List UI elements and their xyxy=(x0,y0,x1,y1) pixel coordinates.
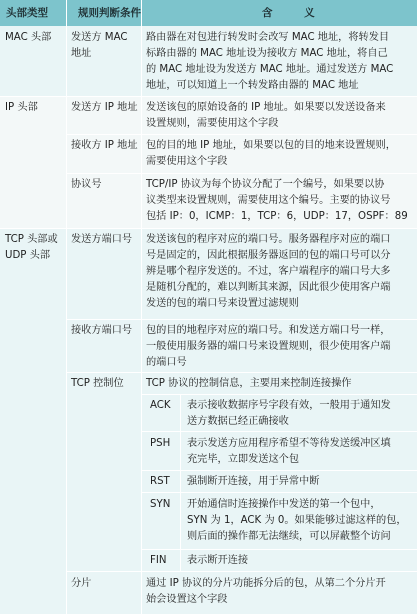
flag-fin-desc: 表示断开连接 xyxy=(187,555,249,566)
header-col-condition: 规则判断条件 xyxy=(78,7,141,19)
ip-src-desc: 设置规则，需要使用这个字段 xyxy=(146,118,279,129)
flag-syn: SYN xyxy=(150,499,171,510)
row-divider xyxy=(0,96,417,97)
flag-syn-desc: 开始通信时连接操作中发送的第一个包中， xyxy=(187,499,381,510)
row-divider xyxy=(66,319,417,320)
flag-psh: PSH xyxy=(150,438,171,449)
row-divider xyxy=(141,394,417,395)
ip-dst-desc: 需要使用这个字段 xyxy=(146,156,228,167)
src-port-field: 发送方端口号 xyxy=(71,234,133,245)
row-divider xyxy=(141,549,417,550)
ip-proto-field: 协议号 xyxy=(71,179,102,190)
column-divider xyxy=(180,394,181,571)
row-divider xyxy=(66,173,417,174)
column-divider xyxy=(141,0,142,614)
tcp-control-intro: TCP 协议的控制信息，主要用来控制连接操作 xyxy=(146,378,352,389)
src-port-desc: 号是固定的，因此根据服务器返回的包的端口号可以分 xyxy=(146,250,391,261)
header-col-type: 头部类型 xyxy=(6,7,48,19)
mac-field-label: 发送方 MAC xyxy=(71,32,128,43)
row-divider xyxy=(141,492,417,493)
flag-rst: RST xyxy=(150,476,170,487)
mac-type-label: MAC 头部 xyxy=(5,32,52,43)
row-divider xyxy=(66,372,417,373)
fragment-field: 分片 xyxy=(71,578,92,589)
src-port-desc: 辨是哪个程序发送的。不过，客户端程序的端口号大多 xyxy=(146,266,391,277)
mac-desc-line: 路由器在对包进行转发时会改写 MAC 地址，将转发目 xyxy=(146,32,390,43)
flag-syn-desc: SYN 为 1，ACK 为 0。如果能够过滤这样的包， xyxy=(187,515,407,526)
ip-proto-desc: TCP/IP 协议为每个协议分配了一个编号，如果要以协 xyxy=(146,179,385,190)
row-divider xyxy=(0,228,417,229)
ip-proto-desc: 议类型来设置规则，需要使用这个编号。主要的协议号 xyxy=(146,195,391,206)
row-divider xyxy=(141,470,417,471)
ip-src-field: 发送方 IP 地址 xyxy=(71,102,138,113)
mac-desc-line: 的 MAC 地址设为发送方 MAC 地址。通过发送方 MAC xyxy=(146,64,394,75)
fragment-desc: 始会设置这个字段 xyxy=(146,594,228,605)
column-divider xyxy=(66,0,67,614)
tcp-type-label: UDP 头部 xyxy=(5,250,51,261)
tcp-control-field: TCP 控制位 xyxy=(71,378,124,389)
flag-ack: ACK xyxy=(150,400,171,411)
ip-dst-desc: 包的目的地 IP 地址，如果要以包的目的地来设置规则， xyxy=(146,140,396,151)
flag-rst-desc: 强制断开连接，用于异常中断 xyxy=(187,476,320,487)
flag-psh-desc: 表示发送方应用程序希望不等待发送缓冲区填 xyxy=(187,438,391,449)
src-port-desc: 发送的包的端口号来设置过滤规则 xyxy=(146,298,299,309)
ip-dst-field: 接收方 IP 地址 xyxy=(71,140,138,151)
row-divider xyxy=(66,571,417,572)
fragment-desc: 通过 IP 协议的分片功能拆分后的包，从第二个分片开 xyxy=(146,578,386,589)
mac-desc-line: 标路由器的 MAC 地址设为接收方 MAC 地址，将自己 xyxy=(146,48,388,59)
header-col-meaning: 含 义 xyxy=(262,7,329,19)
table-header xyxy=(0,0,417,26)
tcp-type-label: TCP 头部或 xyxy=(5,234,58,245)
flag-psh-desc: 充完毕，立即发送这个包 xyxy=(187,454,300,465)
flag-fin: FIN xyxy=(150,555,167,566)
src-port-desc: 是随机分配的，难以判断其来源，因此很少使用客户端 xyxy=(146,282,391,293)
src-port-desc: 发送该包的程序对应的端口号。服务器程序对应的端口 xyxy=(146,234,391,245)
row-divider xyxy=(66,134,417,135)
flag-syn-desc: 则后面的操作都无法继续，可以屏蔽整个访问 xyxy=(187,531,391,542)
row-divider xyxy=(141,431,417,432)
flag-ack-desc: 表示接收数据序号字段有效，一般用于通知发 xyxy=(187,400,391,411)
mac-field-label: 地址 xyxy=(71,48,92,59)
flag-ack-desc: 送方数据已经正确接收 xyxy=(187,416,289,427)
dst-port-desc: 包的目的地程序对应的端口号。和发送方端口号一样， xyxy=(146,325,391,336)
dst-port-field: 接收方端口号 xyxy=(71,325,133,336)
dst-port-desc: 的端口号 xyxy=(146,357,187,368)
ip-type-label: IP 头部 xyxy=(5,102,38,113)
ip-src-desc: 发送该包的原始设备的 IP 地址。如果要以发送设备来 xyxy=(146,102,386,113)
dst-port-desc: 一般使用服务器的端口号来设置规则，很少使用客户端 xyxy=(146,341,391,352)
mac-desc-line: 地址，可以知道上一个转发路由器的 MAC 地址 xyxy=(146,80,359,91)
ip-proto-desc: 包括 IP：0，ICMP：1，TCP：6，UDP：17，OSPF：89 xyxy=(146,211,408,222)
